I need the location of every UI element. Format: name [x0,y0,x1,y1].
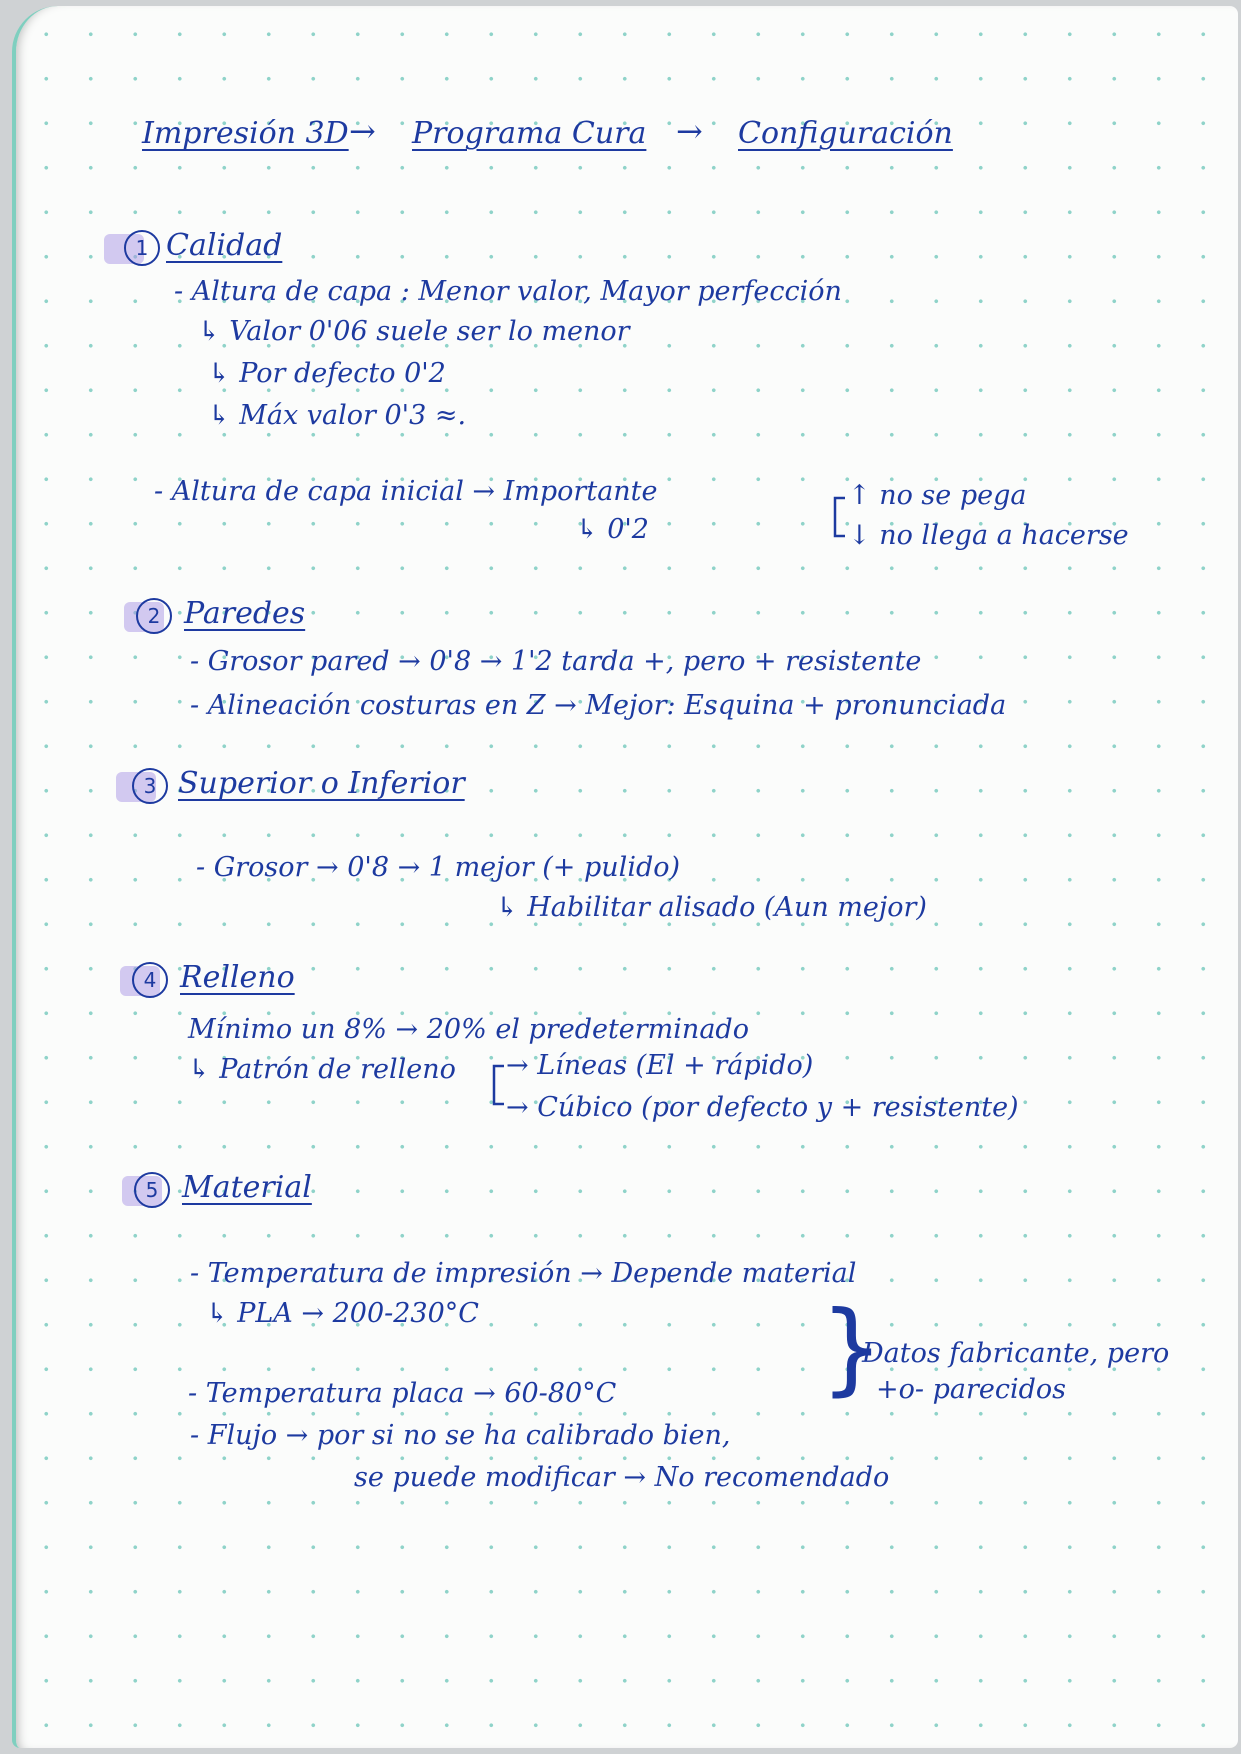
text-line: - Altura de capa : Menor valor, Mayor perfección [174,276,842,307]
section-title-calidad: Calidad [166,228,283,263]
text-line: ↳ Valor 0'06 suele ser lo menor [198,316,630,347]
text-line: ↳ PLA → 200-230°C [206,1298,479,1329]
text-line: - Altura de capa inicial → Importante [154,476,658,507]
text-line: - Flujo → por si no se ha calibrado bien, [190,1420,731,1451]
text-line: Datos fabricante, pero [862,1338,1170,1369]
text-line: - Alineación costuras en Z → Mejor: Esquina + pronunciada [190,690,1007,721]
header-topic-programa-cura: Programa Cura [412,116,646,151]
header-topic-impresion-3d: Impresión 3D [142,116,349,151]
section-title-relleno: Relleno [180,960,295,995]
section-number-2: 2 [136,598,172,634]
section-number-3: 3 [132,768,168,804]
text-line: → Líneas (El + rápido) [506,1050,814,1081]
branch-connector [488,1064,508,1114]
brace-icon: } [820,1289,884,1406]
text-line: +o- parecidos [876,1374,1067,1405]
section-number-1: 1 [124,230,160,266]
notebook-page [12,6,1238,1748]
section-title-superior-inferior: Superior o Inferior [178,766,465,801]
arrow-icon: → [349,112,376,150]
text-line: ↳ Máx valor 0'3 ≈. [208,400,467,431]
text-line: ↳ 0'2 [576,514,649,545]
text-line: - Grosor pared → 0'8 → 1'2 tarda +, pero + resistente [190,646,922,677]
text-line: ↳ Patrón de relleno [188,1054,456,1085]
text-line: Mínimo un 8% → 20% el predeterminado [188,1014,749,1045]
section-number-4: 4 [132,962,168,998]
header-topic-configuracion: Configuración [738,116,953,151]
text-line: - Temperatura placa → 60-80°C [188,1378,617,1409]
text-line: - Grosor → 0'8 → 1 mejor (+ pulido) [196,852,681,883]
text-line: se puede modificar → No recomendado [354,1462,890,1493]
text-line: ↳ Por defecto 0'2 [208,358,446,389]
text-line: - Temperatura de impresión → Depende material [190,1258,857,1289]
arrow-icon: → [676,112,703,150]
text-line: → Cúbico (por defecto y + resistente) [506,1092,1019,1123]
section-title-paredes: Paredes [184,596,306,631]
section-title-material: Material [182,1170,312,1205]
section-number-5: 5 [134,1172,170,1208]
text-line: ↓ no llega a hacerse [848,520,1129,551]
text-line: ↑ no se pega [848,480,1027,511]
text-line: ↳ Habilitar alisado (Aun mejor) [496,892,927,923]
